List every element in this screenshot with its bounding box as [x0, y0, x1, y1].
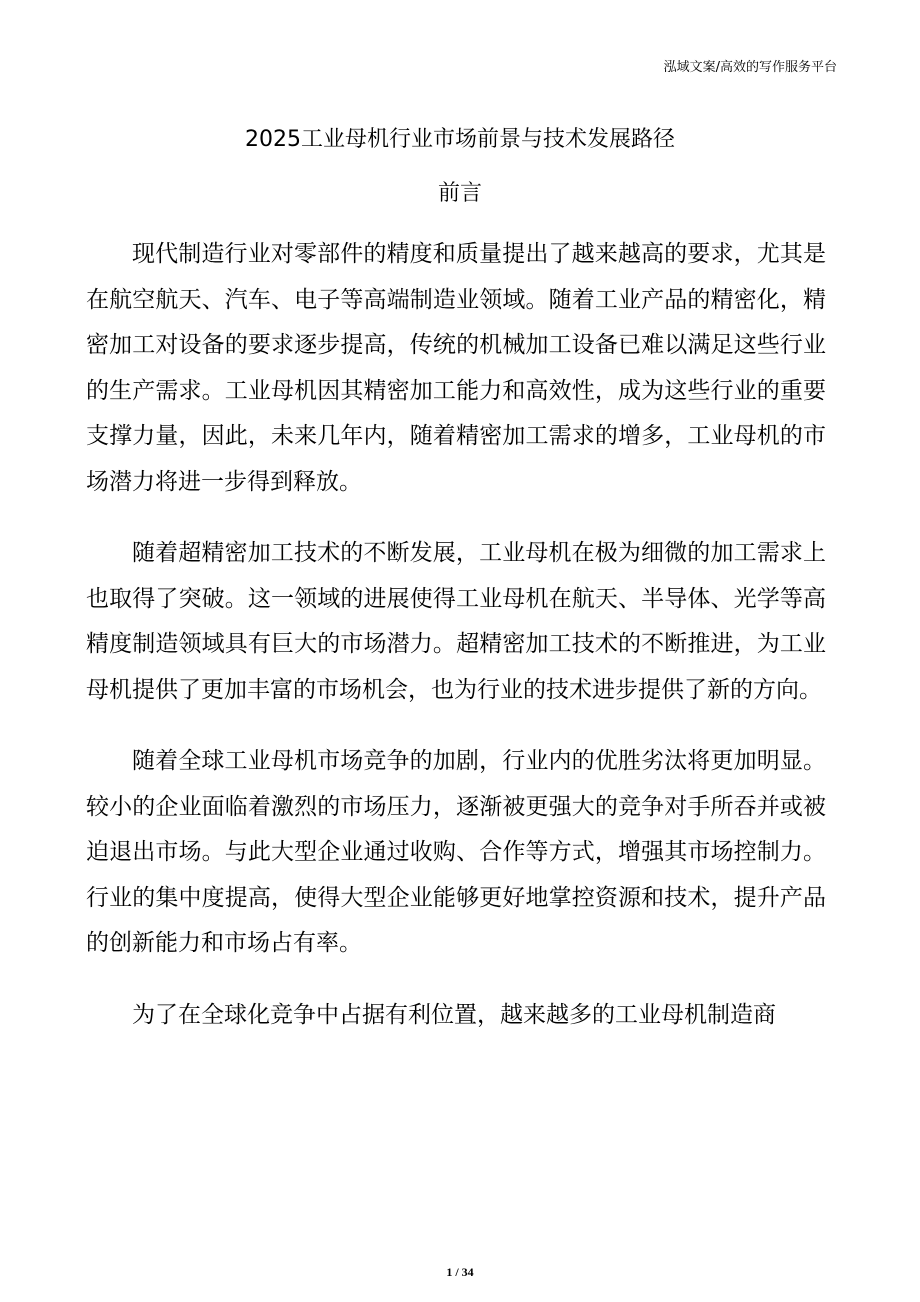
- document-body: [86, 232, 826, 1064]
- page-number: 1 / 34: [446, 1265, 474, 1279]
- paragraph: 随着超精密加工技术的不断发展，工业母机在极为细微的加工需求上也取得了突破。这一领域的进展使得工业母机在航天、半导体、光学等高精度制造领域具有巨大的市场潜力。超精密加工技术的不断推进，为工业母机提供了更加丰富的市场机会，也为行业的技术进步提供了新的方向。: [86, 540, 826, 703]
- header-brand-text: 泓域文案/高效的写作服务平台: [663, 60, 837, 75]
- document-title: 2025工业母机行业市场前景与技术发展路径: [245, 127, 675, 152]
- paragraph: 随着全球工业母机市场竞争的加剧，行业内的优胜劣汰将更加明显。较小的企业面临着激烈的市场压力，逐渐被更强大的竞争对手所吞并或被迫退出市场。与此大型企业通过收购、合作等方式，增强其市场控制力。行业的集中度提高，使得大型企业能够更好地掌控资源和技术，提升产品的创新能力和市场占有率。: [86, 748, 826, 956]
- paragraph: 现代制造行业对零部件的精度和质量提出了越来越高的要求，尤其是在航空航天、汽车、电子等高端制造业领域。随着工业产品的精密化，精密加工对设备的要求逐步提高，传统的机械加工设备已难以满足这些行业的生产需求。工业母机因其精密加工能力和高效性，成为这些行业的重要支撑力量，因此，未来几年内，随着精密加工需求的增多，工业母机的市场潜力将进一步得到释放。: [86, 241, 826, 495]
- paragraph: 为了在全球化竞争中占据有利位置，越来越多的工业母机制造商: [132, 1001, 776, 1028]
- section-heading: 前言: [437, 181, 482, 206]
